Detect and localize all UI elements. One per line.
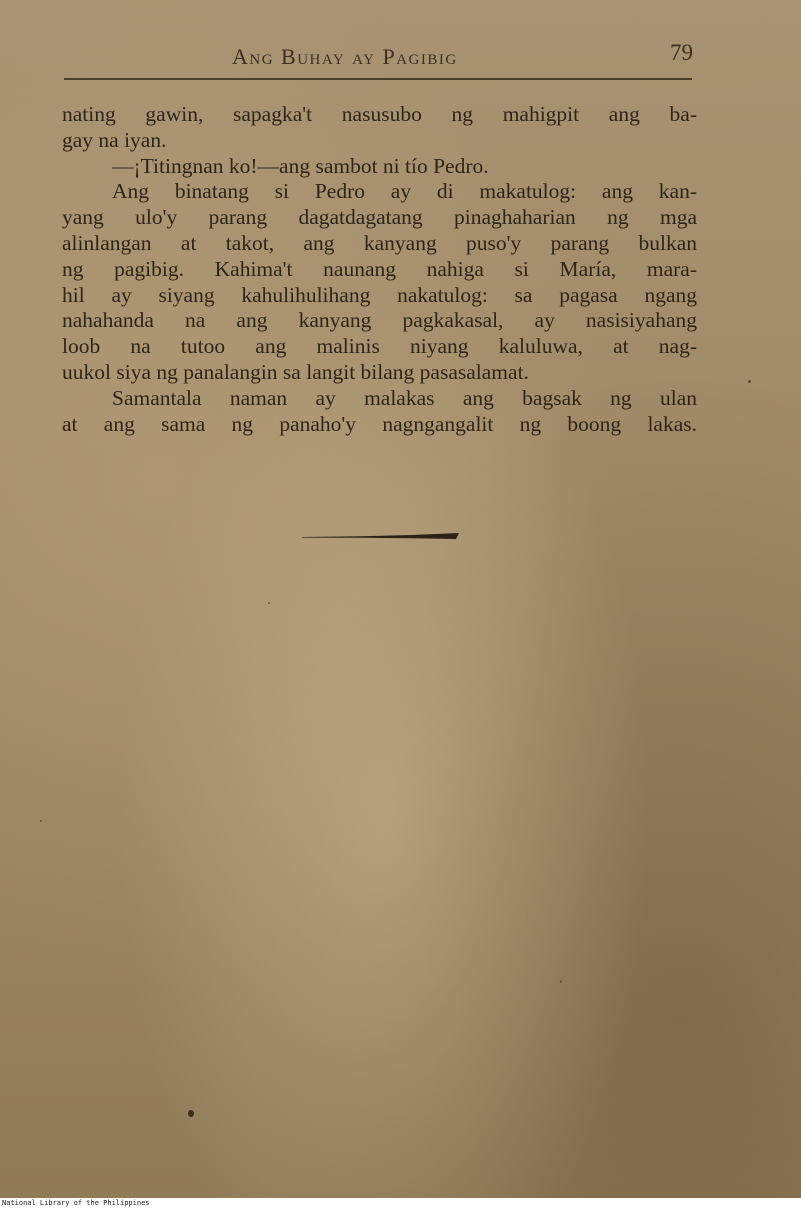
running-title: Ang Buhay ay Pagibig [232,44,458,69]
text-line: gay na iyan. [62,127,167,152]
page-number: 79 [670,40,693,65]
paper-speck [188,1110,194,1117]
library-credit: National Library of the Philippines [2,1199,150,1207]
text-line: uukol siya ng panalangin sa langit bilang pasasalamat. [62,359,529,384]
text-line: yang ulo'y parang dagatdagatang pinaghaharian ng mga [62,205,697,230]
paper-speck [40,820,42,822]
text-line: loob na tutoo ang malinis niyang kaluluwa, at nag- [62,334,697,359]
running-head [0,40,801,72]
header-rule [64,78,692,80]
text-line: nating gawin, sapagka't nasusubo ng mahigpit ang ba- [62,102,697,126]
paper-speck [268,602,270,604]
text-line: nahahanda na ang kanyang pagkakasal, ay nasisiyahang [62,308,697,333]
paper-speck [748,380,751,383]
end-ornament [302,532,459,540]
text-line: Ang binatang si Pedro ay di makatulog: ang kan- [112,179,697,204]
body-text [62,102,697,437]
paper-speck [560,980,562,983]
scan-footer [0,1198,801,1208]
text-line: ng pagibig. Kahima't naunang nahiga si María, mara- [62,256,697,281]
text-line: alinlangan at takot, ang kanyang puso'y parang bulkan [62,230,697,255]
text-line: Samantala naman ay malakas ang bagsak ng ulan [112,385,697,410]
text-line: at ang sama ng panaho'y nagngangalit ng boong lakas. [62,411,697,436]
text-line: —¡Titingnan ko!—ang sambot ni tío Pedro. [112,153,489,178]
text-line: hil ay siyang kahulihulihang nakatulog: sa pagasa ngang [62,282,697,307]
